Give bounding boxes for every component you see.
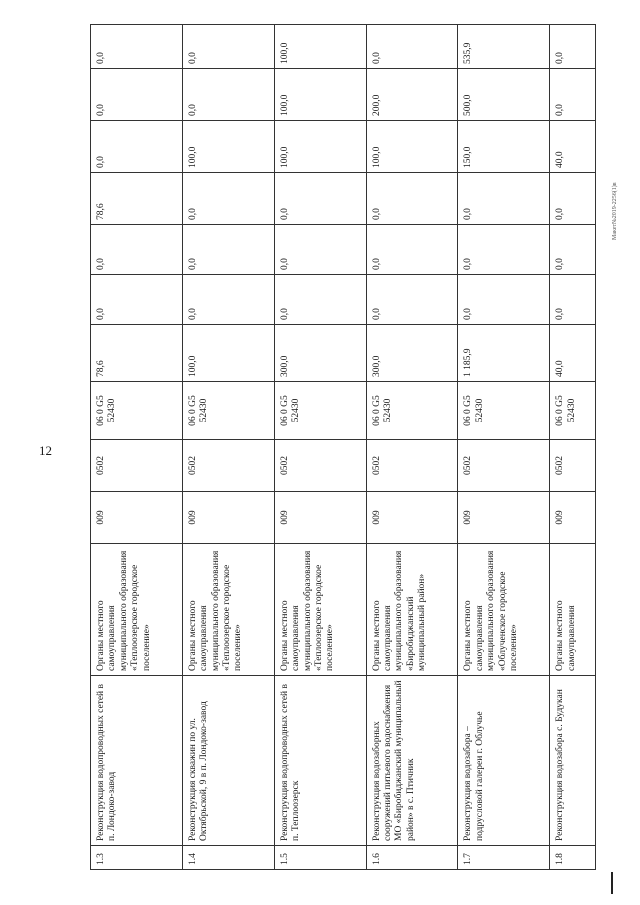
value-1-cell: 0,0 [458,275,550,325]
page-number: 12 [39,443,52,458]
row-number-cell: 1.3 [91,846,183,870]
ministry-code-cell: 009 [550,492,596,544]
value-5-cell: 0,0 [550,69,596,121]
target-code-cell: 06 0 G5 52430 [458,382,550,440]
total-value-cell: 300,0 [274,325,366,382]
section-code-cell: 0502 [274,440,366,492]
value-5-cell: 200,0 [366,69,458,121]
total-value-cell: 78,6 [91,325,183,382]
section-code-cell: 0502 [182,440,274,492]
project-name-cell: Реконструкция водопроводных сетей в п. Теплоозерск [274,676,366,846]
value-6-cell: 0,0 [91,25,183,69]
section-code-cell: 0502 [91,440,183,492]
organization-cell: Органы местного самоуправления [550,544,596,676]
organization-cell: Органы местного самоуправления муниципального образования «Теплоозерское городское поселение» [274,544,366,676]
section-code-cell: 0502 [366,440,458,492]
value-4-cell: 40,0 [550,121,596,173]
table-body [91,25,596,870]
value-4-cell: 150,0 [458,121,550,173]
ministry-code-cell: 009 [182,492,274,544]
organization-cell: Органы местного самоуправления муниципального образования «Теплоозерское городское поселение» [182,544,274,676]
total-value-cell: 40,0 [550,325,596,382]
value-3-cell: 78,6 [91,173,183,225]
target-code-cell: 06 0 G5 52430 [366,382,458,440]
row-number-cell: 1.8 [550,846,596,870]
row-number-cell: 1.7 [458,846,550,870]
value-2-cell: 0,0 [458,225,550,275]
organization-cell: Органы местного самоуправления муниципального образования «Биробиджанский муниципальный район» [366,544,458,676]
table-row [182,25,274,870]
value-6-cell: 0,0 [366,25,458,69]
value-6-cell: 0,0 [550,25,596,69]
value-1-cell: 0,0 [274,275,366,325]
project-name-cell: Реконструкция водозабора – подрусловой галереи г. Облучье [458,676,550,846]
table-row [458,25,550,870]
value-2-cell: 0,0 [91,225,183,275]
value-4-cell: 100,0 [366,121,458,173]
value-2-cell: 0,0 [274,225,366,275]
target-code-cell: 06 0 G5 52430 [182,382,274,440]
target-code-cell: 06 0 G5 52430 [274,382,366,440]
value-6-cell: 0,0 [182,25,274,69]
row-number-cell: 1.4 [182,846,274,870]
value-1-cell: 0,0 [366,275,458,325]
ministry-code-cell: 009 [458,492,550,544]
rotated-table-container [90,25,596,870]
side-note: Макет№2019-2256(1)в [612,182,618,240]
value-4-cell: 0,0 [91,121,183,173]
value-3-cell: 0,0 [366,173,458,225]
target-code-cell: 06 0 G5 52430 [550,382,596,440]
value-1-cell: 0,0 [91,275,183,325]
total-value-cell: 300,0 [366,325,458,382]
value-1-cell: 0,0 [182,275,274,325]
value-5-cell: 100,0 [274,69,366,121]
table-row [550,25,596,870]
table-row [91,25,183,870]
ministry-code-cell: 009 [91,492,183,544]
row-number-cell: 1.5 [274,846,366,870]
value-1-cell: 0,0 [550,275,596,325]
section-code-cell: 0502 [550,440,596,492]
organization-cell: Органы местного самоуправления муниципального образования «Облученское городское поселение» [458,544,550,676]
table-row [366,25,458,870]
value-6-cell: 535,9 [458,25,550,69]
value-2-cell: 0,0 [550,225,596,275]
value-6-cell: 100,0 [274,25,366,69]
ministry-code-cell: 009 [366,492,458,544]
project-name-cell: Реконструкция водозаборных сооружений питьевого водоснабжения МО «Биробиджанский муниципальный район» в с. Птичник [366,676,458,846]
row-number-cell: 1.6 [366,846,458,870]
value-2-cell: 0,0 [366,225,458,275]
value-5-cell: 0,0 [91,69,183,121]
value-3-cell: 0,0 [458,173,550,225]
ministry-code-cell: 009 [274,492,366,544]
value-3-cell: 0,0 [274,173,366,225]
value-5-cell: 500,0 [458,69,550,121]
scan-mark [611,872,613,894]
value-3-cell: 0,0 [182,173,274,225]
value-5-cell: 0,0 [182,69,274,121]
value-4-cell: 100,0 [274,121,366,173]
value-2-cell: 0,0 [182,225,274,275]
project-name-cell: Реконструкция водопроводных сетей в п. Лондоко-завод [91,676,183,846]
target-code-cell: 06 0 G5 52430 [91,382,183,440]
section-code-cell: 0502 [458,440,550,492]
value-4-cell: 100,0 [182,121,274,173]
value-3-cell: 0,0 [550,173,596,225]
total-value-cell: 1 185,9 [458,325,550,382]
project-name-cell: Реконструкция скважин по ул. Октябрьской, 9 в п. Лондоко-завод [182,676,274,846]
table-row [274,25,366,870]
organization-cell: Органы местного самоуправления муниципального образования «Теплоозерское городское поселение» [91,544,183,676]
program-table [90,24,596,870]
project-name-cell: Реконструкция водозабора с. Будукан [550,676,596,846]
total-value-cell: 100,0 [182,325,274,382]
